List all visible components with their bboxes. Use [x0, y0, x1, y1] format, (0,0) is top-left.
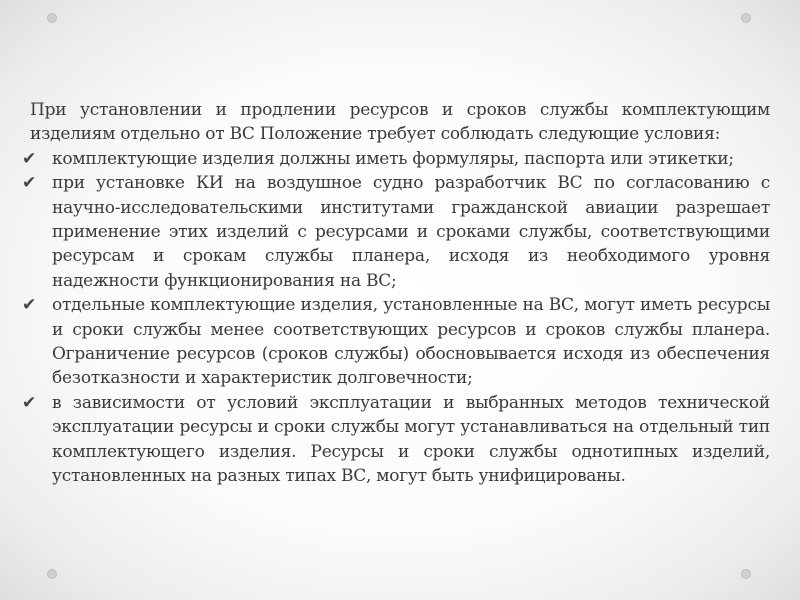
bullet-item — [22, 391, 770, 489]
bullet-text: в зависимости от условий эксплуатации и выбранных методов технической эксплуатации ресурсы и сроки службы могут устанавливаться на отдельный тип комплектующего изделия. Ресурсы и сроки службы однотипных изделий, установленных на разных типах ВС, могут быть унифицированы. — [52, 392, 770, 487]
bullet-item — [22, 147, 770, 171]
corner-dot-top-left — [47, 13, 57, 23]
checkmark-icon: ✔ — [22, 295, 36, 316]
bullet-text: комплектующие изделия должны иметь формуляры, паспорта или этикетки; — [52, 148, 734, 169]
intro-paragraph: При установлении и продлении ресурсов и сроков службы комплектующим изделиям отдельно от ВС Положение требует соблюдать следующие условия: — [30, 100, 770, 145]
checkmark-icon: ✔ — [22, 173, 36, 194]
bullet-text: при установке КИ на воздушное судно разработчик ВС по согласованию с научно-исследовательскими институтами гражданской авиации разрешает применение этих изделий с ресурсами и сроками службы, соответствующими ресурсам и срокам службы планера, исходя из необходимого уровня надежности функционирования на ВС; — [52, 173, 770, 291]
checkmark-icon: ✔ — [22, 148, 36, 169]
corner-dot-bottom-right — [741, 569, 751, 579]
corner-dot-bottom-left — [47, 569, 57, 579]
bullet-item — [22, 171, 770, 293]
bullet-list — [22, 147, 770, 489]
corner-dot-top-right — [741, 13, 751, 23]
checkmark-icon: ✔ — [22, 392, 36, 413]
bullet-item — [22, 293, 770, 391]
bullet-text: отдельные комплектующие изделия, установленные на ВС, могут иметь ресурсы и сроки службы менее соответствующих ресурсов и сроков службы планера. Ограничение ресурсов (сроков службы) обосновывается исходя из обеспечения безотказности и характеристик долговечности; — [52, 295, 770, 389]
slide-body — [22, 98, 770, 489]
